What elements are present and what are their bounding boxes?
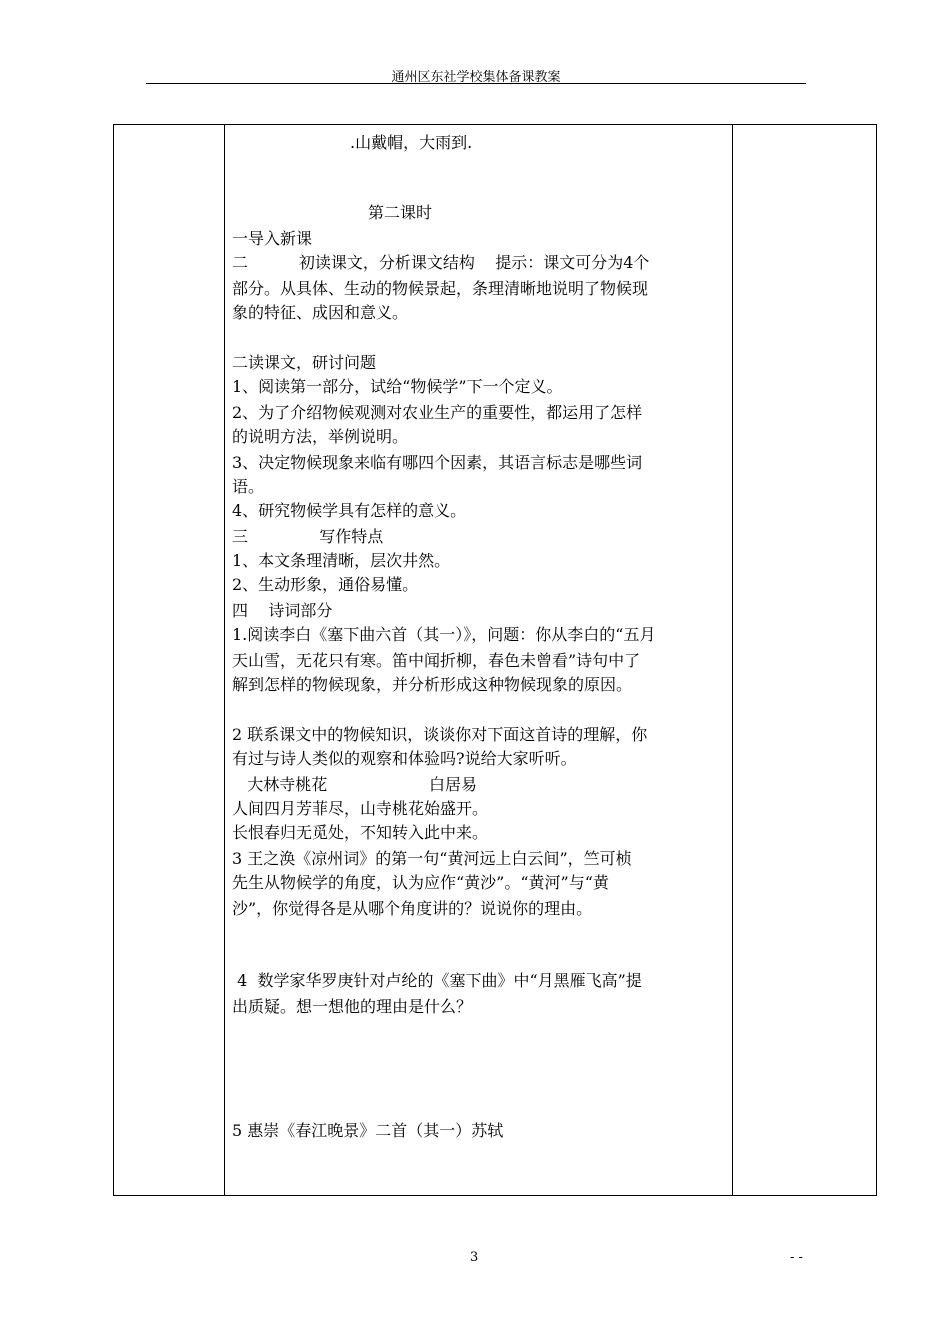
lesson-table [113,124,877,1196]
text-line: 天山雪，无花只有寒。笛中闻折柳，春色未曾看”诗句中了 [232,651,641,670]
text-line: 先生从物候学的角度，认为应作“黄沙”。“黄河”与“黄 [232,873,609,892]
text-line: 1、阅读第一部分，试给“物候学”下一个定义。 [232,377,563,396]
poem-title: 大林寺桃花 白居易 [232,775,477,794]
text-line: 2、生动形象，通俗易懂。 [232,575,419,594]
text-line: 3 王之涣《凉州词》的第一句“黄河远上白云间”，竺可桢 [232,849,632,868]
text-line: 3、决定物候现象来临有哪四个因素，其语言标志是哪些词 [232,453,643,472]
text-line: 一导入新课 [232,229,313,248]
text-line: 出质疑。想一想他的理由是什么？ [232,997,473,1016]
column-divider-left [224,125,225,1195]
column-divider-right [732,125,733,1195]
text-line: 部分。从具体、生动的物候景起，条理清晰地说明了物候现 [232,279,649,298]
text-line: 1.阅读李白《塞下曲六首（其一）》，问题：你从李白的“五月 [232,625,656,644]
text-line: 沙”，你觉得各是从哪个角度讲的？说说你的理由。 [232,899,593,918]
text-line: 2、为了介绍物候观测对农业生产的重要性，都运用了怎样 [232,403,643,422]
text-line: 四 诗词部分 [232,601,333,620]
text-line: 的说明方法，举例说明。 [232,427,409,446]
text-line: 三 写作特点 [232,527,384,546]
lesson-heading: 第二课时 [368,203,433,222]
text-line: 解到怎样的物候现象，并分析形成这种物候现象的原因。 [232,675,633,694]
text-line: 二 初读课文，分析课文结构 提示：课文可分为4个 [232,253,650,272]
footer-marks: - - [790,1250,803,1265]
text-line: .山戴帽，大雨到. [350,133,473,152]
text-line: 二读课文，研讨问题 [232,353,377,372]
document-header: 通州区东社学校集体备课教案 [391,70,561,85]
text-line: 5 惠崇《春江晚景》二首（其一）苏轼 [232,1121,504,1140]
text-line: 2 联系课文中的物候知识，谈谈你对下面这首诗的理解，你 [232,725,648,744]
text-line: 语。 [232,477,265,496]
poem-line: 人间四月芳菲尽，山寺桃花始盛开。 [232,799,489,818]
text-line: 4 数学家华罗庚针对卢纶的《塞下曲》中“月黑雁飞高”提 [232,971,642,990]
header-rule [146,83,806,84]
poem-line: 长恨春归无觅处，不知转入此中来。 [232,823,489,842]
page-number: 3 [470,1250,479,1265]
text-line: 1、本文条理清晰，层次井然。 [232,551,451,570]
text-line: 4、研究物候学具有怎样的意义。 [232,501,467,520]
text-line: 有过与诗人类似的观察和体验吗?说给大家听听。 [232,749,577,768]
text-line: 象的特征、成因和意义。 [232,303,409,322]
